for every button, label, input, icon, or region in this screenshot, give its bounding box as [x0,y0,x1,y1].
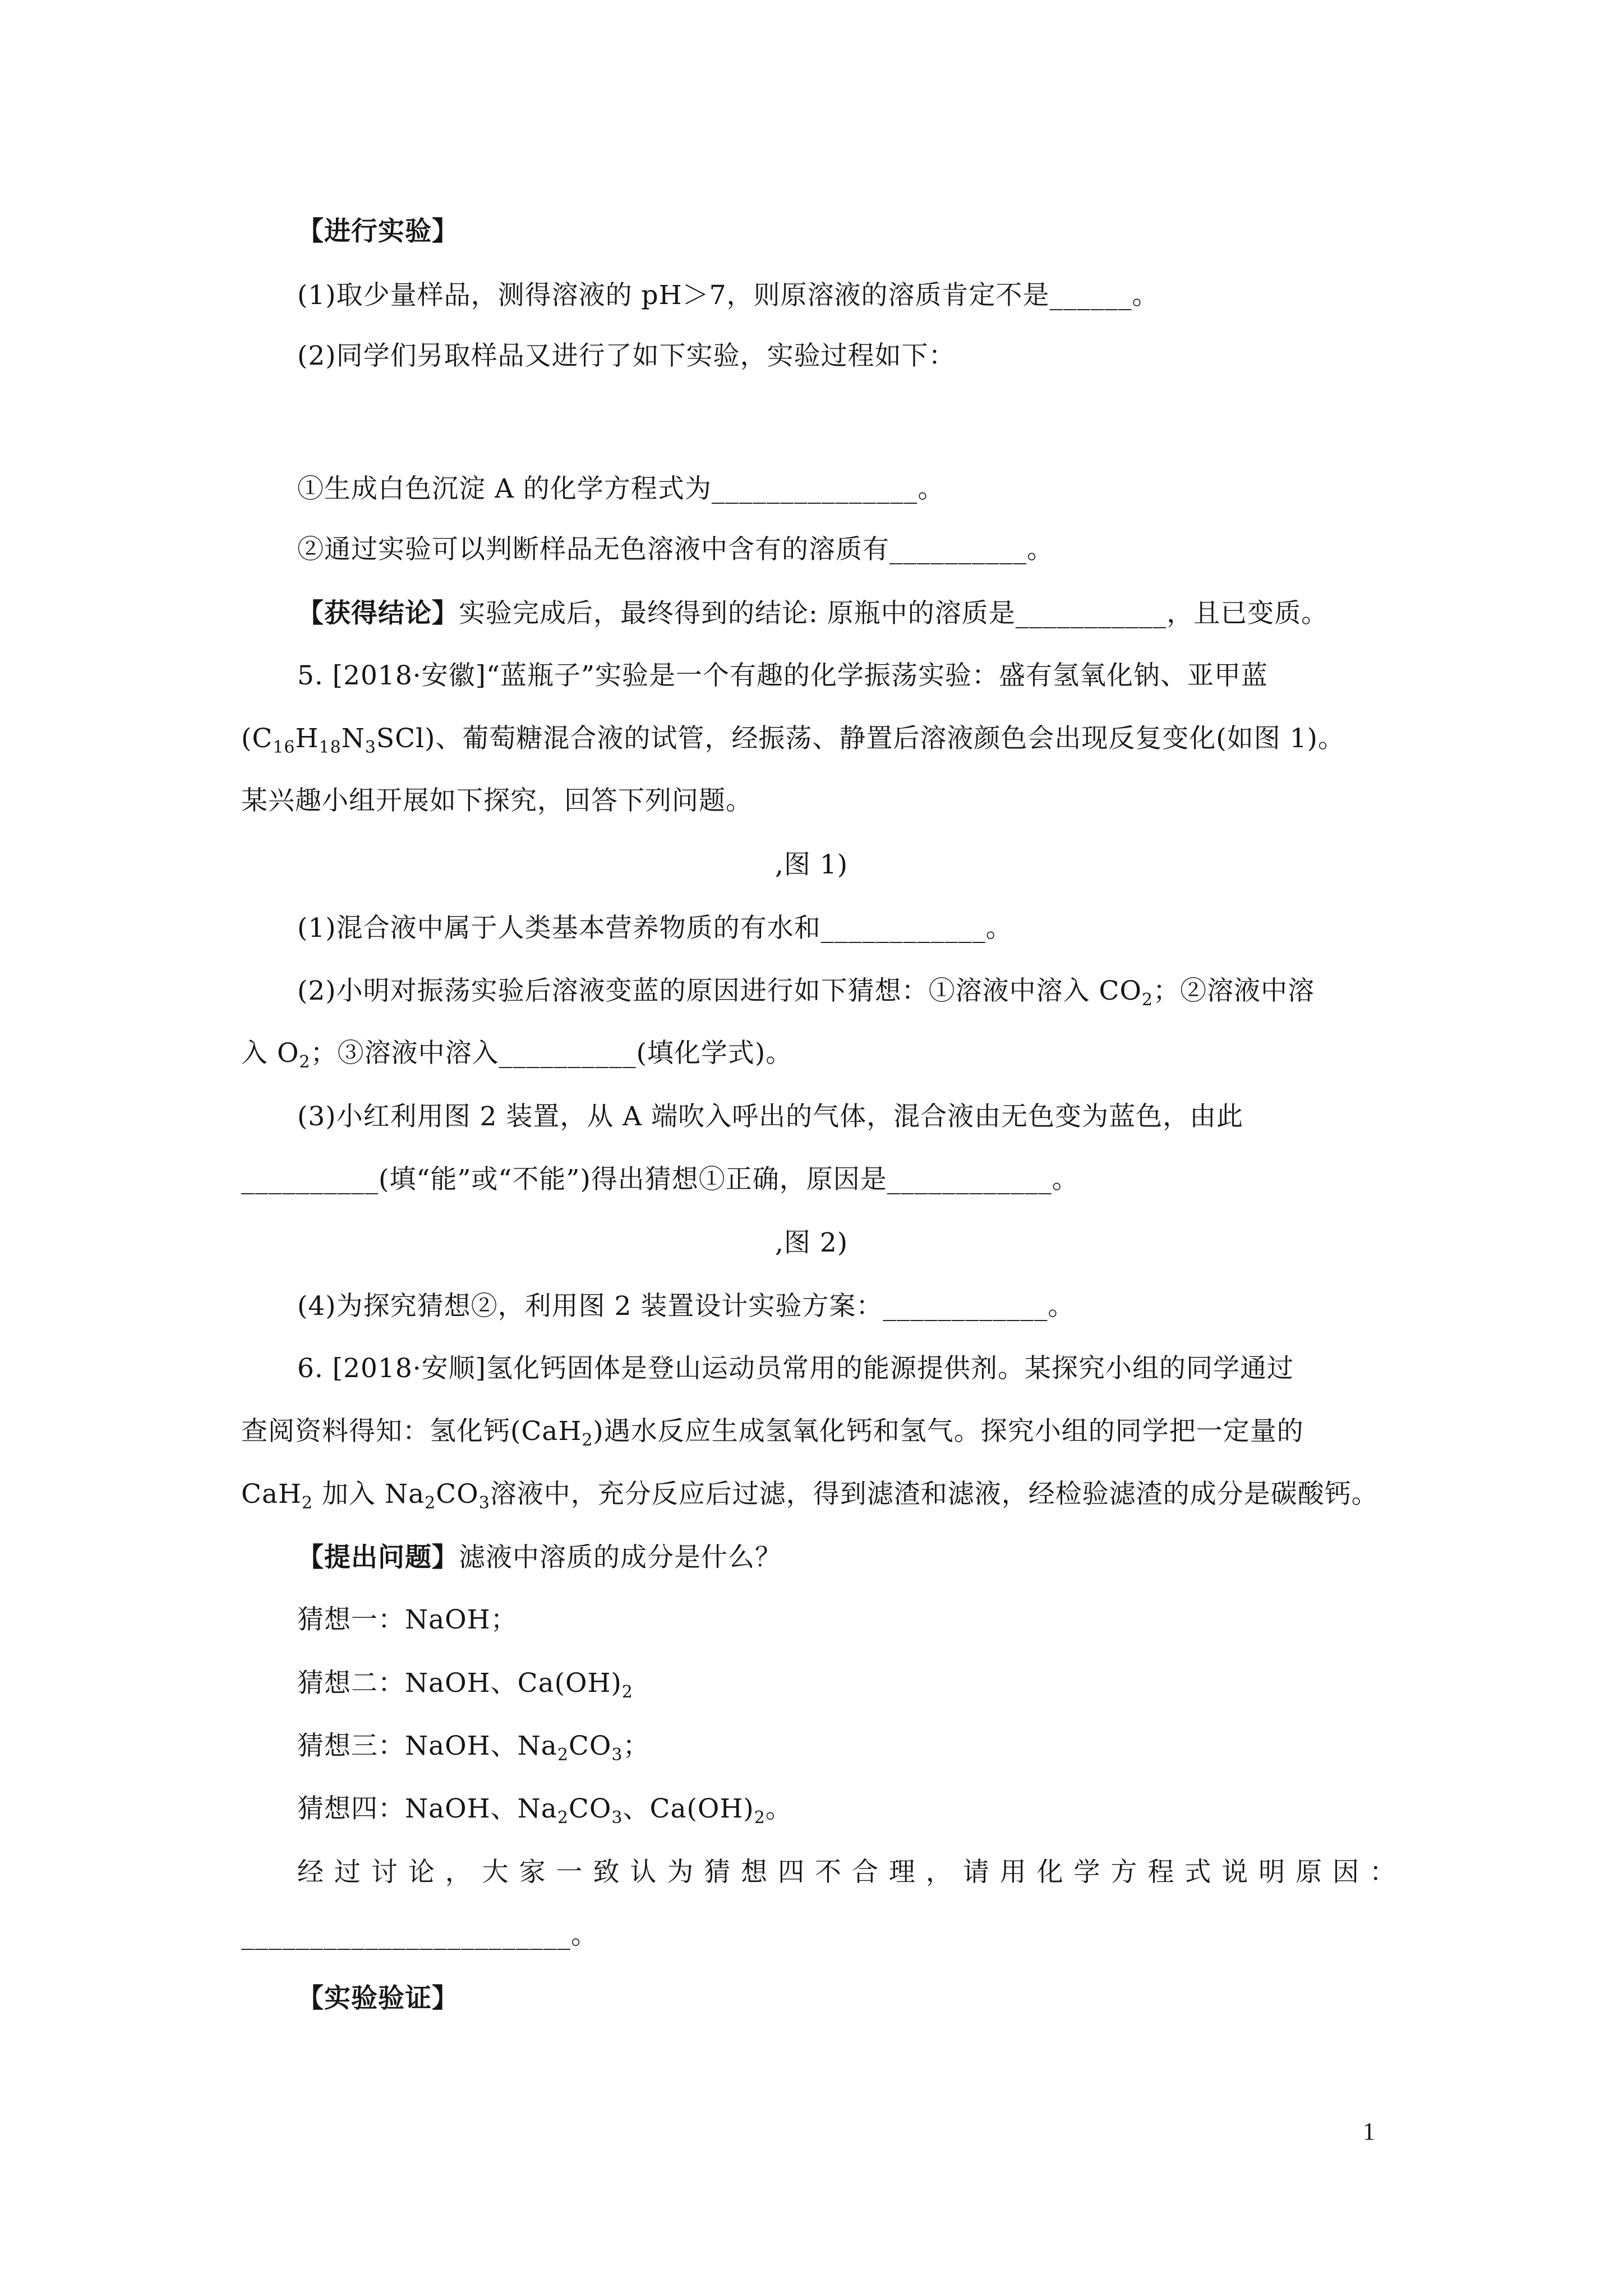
guess-1: 猜想一：NaOH； [297,1604,518,1635]
guess-3 [297,1729,1453,1763]
subscript: 2 [621,1682,633,1702]
text-run: ；②溶液中溶 [1153,976,1315,1006]
conclusion-text: 实验完成后，最终得到的结论: 原瓶中的溶质是___________，且已变质。 [459,598,1329,629]
text-run: 加入 Na [313,1479,425,1510]
text-run: 查阅资料得知：氢化钙(CaH [241,1416,582,1447]
text-run: 入 O [241,1038,299,1069]
question-1: (1)取少量样品，测得溶液的 pH＞7，则原溶液的溶质肯定不是______。 [297,280,1159,311]
question-text: 滤液中溶质的成分是什么？ [459,1542,782,1573]
problem-5-question-3-line-1: (3)小红利用图 2 装置，从 A 端吹入呼出的气体，混合液由无色变为蓝色，由此 [297,1101,1244,1132]
text-run: 猜想四：NaOH、Na [297,1793,557,1824]
subscript: 2 [582,1430,593,1450]
text-run: 。 [765,1793,792,1824]
problem-5-question-2-line-2 [241,1037,1396,1070]
text-run: 猜想三：NaOH、Na [297,1731,557,1761]
subscript: 3 [478,1493,490,1513]
text-run: ； [623,1731,650,1761]
text-run: 溶液中，充分反应后过滤，得到滤渣和滤液，经检验滤渣的成分是碳酸钙。 [490,1479,1378,1510]
text-run: 猜想二：NaOH、Ca(OH) [297,1668,622,1699]
problem-5-line-2 [241,722,1396,756]
problem-5-question-2-line-1 [297,974,1453,1008]
section-heading-verification: 【实验验证】 [297,1983,459,2014]
guess-4 [297,1792,1453,1826]
conclusion-paragraph [297,597,1453,631]
problem-6-line-1: 6. [2018·安顺]氢化钙固体是登山运动员常用的能源提供剂。某探究小组的同学通过 [297,1353,1294,1384]
problem-5-line-1: 5. [2018·安徽]“蓝瓶子”实验是一个有趣的化学振荡实验：盛有氢氧化钠、亚甲蓝 [297,660,1269,691]
text-run: ；③溶液中溶入__________(填化学式)。 [310,1038,793,1069]
page-number: 1 [1363,2118,1375,2145]
problem-6-line-2 [241,1415,1396,1448]
text-run: CaH [241,1479,302,1510]
text-run: (2)小明对振荡实验后溶液变蓝的原因进行如下猜想：①溶液中溶入 CO [297,976,1142,1006]
question-2-sub-2: ②通过实验可以判断样品无色溶液中含有的溶质有__________。 [297,534,1054,565]
question-2: (2)同学们另取样品又进行了如下实验，实验过程如下： [297,341,956,371]
subscript: 2 [299,1052,311,1072]
problem-5-question-4: (4)为探究猜想②，利用图 2 装置设计实验方案：____________。 [297,1291,1075,1322]
text-run: )遇水反应生成氢氧化钙和氢气。探究小组的同学把一定量的 [593,1416,1304,1447]
problem-5-question-3-line-2: __________(填“能”或“不能”)得出猜想①正确，原因是____________。 [241,1164,1079,1195]
text-run: 、Ca(OH) [623,1793,754,1824]
subscript: 2 [425,1493,436,1513]
text-run: CO [436,1479,479,1510]
conclusion-label: 【获得结论】 [297,598,459,629]
subscript: 16 [273,738,296,757]
discussion-line-2: ________________________。 [241,1920,598,1950]
question-label: 【提出问题】 [297,1542,459,1573]
subscript: 2 [754,1808,766,1828]
problem-6-line-3 [241,1478,1396,1511]
section-heading-experiment: 【进行实验】 [297,216,459,247]
problem-5-line-3: 某兴趣小组开展如下探究，回答下列问题。 [241,785,753,816]
text-run: CO [568,1793,612,1824]
question-paragraph [297,1541,1453,1575]
text-run: H [295,723,319,754]
subscript: 3 [611,1808,623,1828]
subscript: 3 [365,738,376,757]
guess-2 [297,1667,1453,1700]
text-run: (C [241,723,273,754]
subscript: 2 [301,1493,313,1513]
figure-2-caption: ,图 2) [774,1227,849,1258]
problem-5-question-1: (1)混合液中属于人类基本营养物质的有水和____________。 [297,913,1013,944]
subscript: 18 [319,738,342,757]
subscript: 3 [611,1745,623,1765]
question-2-sub-1: ①生成白色沉淀 A 的化学方程式为_______________。 [297,473,945,504]
subscript: 2 [1142,990,1154,1010]
figure-1-caption: ,图 1) [774,849,849,880]
text-run: N [341,723,365,754]
subscript: 2 [557,1745,569,1765]
subscript: 2 [557,1808,569,1828]
text-run: SCl)、葡萄糖混合液的试管，经振荡、静置后溶液颜色会出现反复变化(如图 1)。 [376,723,1345,754]
discussion-line-1: 经过讨论，大家一致认为猜想四不合理，请用化学方程式说明原因： [297,1857,1396,1888]
text-run: CO [568,1731,612,1761]
